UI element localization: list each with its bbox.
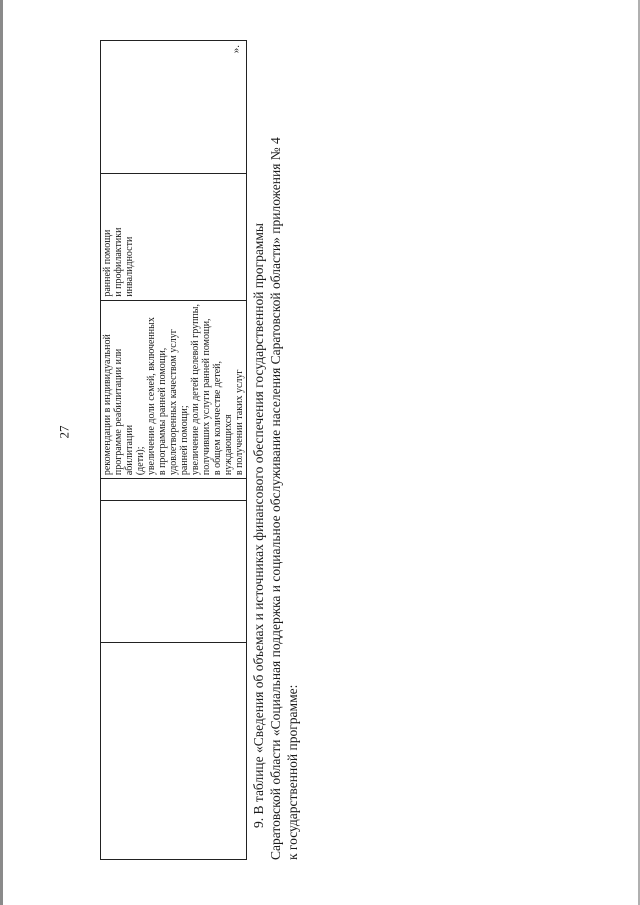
indicator-line: рекомендации в индивидуальной [102, 334, 113, 476]
paragraph-line-2: Саратовской области «Социальная поддержка и социальное обслуживание населения Саратовской области» приложения № 4 [268, 137, 283, 860]
indicator-line: в общем количестве детей, нуждающихся [212, 361, 234, 476]
table-cell-direction [101, 173, 247, 300]
table-cell-indicators [101, 300, 247, 478]
indicator-line: ранней помощи; [179, 405, 190, 476]
scan-edge-left [0, 0, 3, 905]
indicator-line: получивших услуги ранней помощи, [201, 318, 212, 476]
indicator-line: увеличение доли семей, включенных [146, 317, 157, 476]
table-cell-2 [101, 501, 247, 643]
program-table [100, 40, 247, 860]
rotated-page-content [100, 40, 320, 860]
paragraph-line-3: к государственной программе: [285, 684, 300, 860]
table-cell-6 [101, 41, 247, 174]
direction-line: инвалидности [124, 236, 135, 297]
closing-quote-mark: ». [230, 45, 242, 54]
indicator-line: удовлетворенных качеством услуг [168, 329, 179, 476]
paragraph-line-1: 9. В таблице «Сведения об объемах и источниках финансового обеспечения государственной программы [251, 223, 266, 828]
table-cell-1 [101, 643, 247, 860]
table-row [101, 41, 247, 860]
table-cell-3 [101, 479, 247, 501]
page-number: 27 [56, 425, 72, 439]
indicator-line: увеличение доли детей целевой группы, [190, 304, 201, 476]
amendment-paragraph [250, 40, 301, 860]
direction-line: и профилактики [113, 227, 124, 297]
indicator-line: программе реабилитации или абилитации [113, 348, 135, 476]
indicator-line: (дети); [135, 446, 146, 476]
direction-line: ранней помощи [102, 229, 113, 297]
rotated-inner [100, 40, 320, 860]
indicator-line: в программы ранней помощи, [157, 347, 168, 476]
indicator-line: в получении таких услуг [234, 369, 245, 476]
